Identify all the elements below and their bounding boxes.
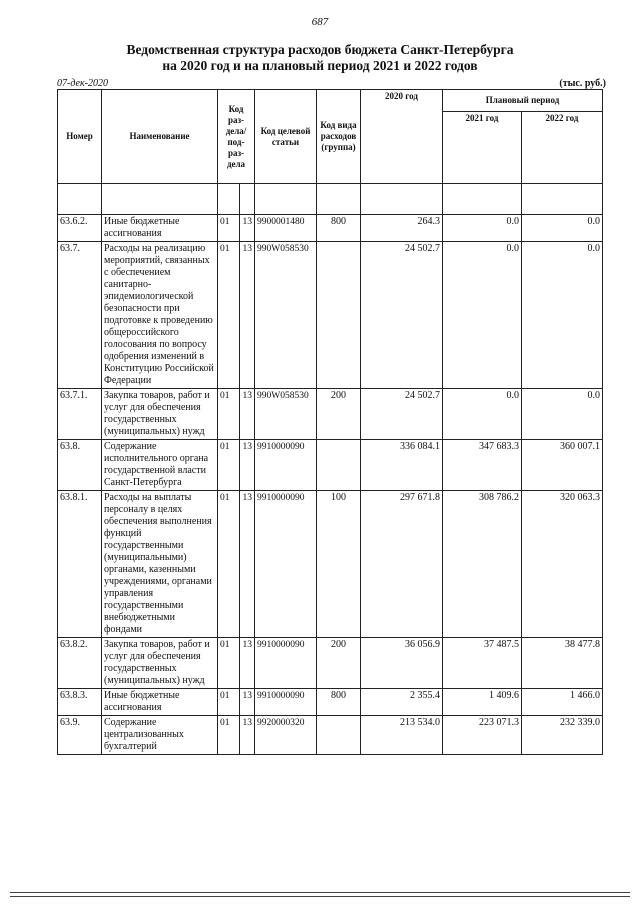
row-target-code: 9900001480 <box>255 215 317 242</box>
row-section: 01 <box>218 716 240 755</box>
header-2021: 2021 год <box>443 112 522 184</box>
table-row <box>58 491 603 638</box>
row-number: 63.8.1. <box>58 491 102 638</box>
bottom-rule-2 <box>10 896 630 897</box>
row-section: 01 <box>218 440 240 491</box>
row-amount-2020: 2 355.4 <box>361 689 443 716</box>
row-target-code: 9910000090 <box>255 440 317 491</box>
row-number: 63.8.3. <box>58 689 102 716</box>
row-expense-type: 100 <box>317 491 361 638</box>
row-name: Иные бюджетные ассигнования <box>102 215 218 242</box>
row-subsection: 13 <box>240 689 255 716</box>
units-label: (тыс. руб.) <box>559 78 606 89</box>
row-name: Содержание централизованных бухгалтерий <box>102 716 218 755</box>
row-amount-2022: 38 477.8 <box>522 638 603 689</box>
row-amount-2020: 24 502.7 <box>361 389 443 440</box>
row-expense-type: 800 <box>317 215 361 242</box>
row-section: 01 <box>218 242 240 389</box>
table-row <box>58 716 603 755</box>
table-body <box>58 184 603 755</box>
row-amount-2022: 0.0 <box>522 215 603 242</box>
row-amount-2020: 36 056.9 <box>361 638 443 689</box>
table-spacer-row <box>58 184 603 215</box>
bottom-rule <box>10 892 630 893</box>
row-section: 01 <box>218 689 240 716</box>
row-section: 01 <box>218 638 240 689</box>
row-expense-type: 200 <box>317 389 361 440</box>
row-subsection: 13 <box>240 215 255 242</box>
table-row <box>58 215 603 242</box>
row-name: Расходы на реализацию мероприятий, связанных с обеспечением санитарно-эпидемиологической безопасности при подготовке к проведению общероссийского голосования по вопросу одобрения изменений в Конституцию Российской Федерации <box>102 242 218 389</box>
row-amount-2021: 347 683.3 <box>443 440 522 491</box>
row-number: 63.9. <box>58 716 102 755</box>
table-row <box>58 440 603 491</box>
header-2022: 2022 год <box>522 112 603 184</box>
row-amount-2020: 264.3 <box>361 215 443 242</box>
row-target-code: 990W058530 <box>255 389 317 440</box>
row-subsection: 13 <box>240 638 255 689</box>
row-name: Закупка товаров, работ и услуг для обеспечения государственных (муниципальных) нужд <box>102 638 218 689</box>
row-amount-2021: 0.0 <box>443 242 522 389</box>
row-target-code: 9920000320 <box>255 716 317 755</box>
header-section-code: Код раз- дела/ под- раз- дела <box>218 90 255 184</box>
row-subsection: 13 <box>240 242 255 389</box>
row-name: Закупка товаров, работ и услуг для обеспечения государственных (муниципальных) нужд <box>102 389 218 440</box>
row-number: 63.7.1. <box>58 389 102 440</box>
row-amount-2021: 1 409.6 <box>443 689 522 716</box>
row-subsection: 13 <box>240 491 255 638</box>
row-amount-2020: 213 534.0 <box>361 716 443 755</box>
table-row <box>58 242 603 389</box>
row-number: 63.7. <box>58 242 102 389</box>
row-target-code: 990W058530 <box>255 242 317 389</box>
row-amount-2020: 297 671.8 <box>361 491 443 638</box>
row-amount-2021: 308 786.2 <box>443 491 522 638</box>
row-amount-2020: 336 084.1 <box>361 440 443 491</box>
row-amount-2021: 223 071.3 <box>443 716 522 755</box>
header-name: Наименование <box>102 90 218 184</box>
table-header <box>58 90 603 184</box>
row-amount-2022: 320 063.3 <box>522 491 603 638</box>
document-date: 07-дек-2020 <box>57 78 108 89</box>
row-expense-type <box>317 242 361 389</box>
header-expense-type-code: Код вида расходов (группа) <box>317 90 361 184</box>
row-subsection: 13 <box>240 440 255 491</box>
header-target-code: Код целевой статьи <box>255 90 317 184</box>
row-amount-2022: 360 007.1 <box>522 440 603 491</box>
header-number: Номер <box>58 90 102 184</box>
table-row <box>58 689 603 716</box>
row-subsection: 13 <box>240 389 255 440</box>
row-amount-2022: 0.0 <box>522 389 603 440</box>
row-name: Иные бюджетные ассигнования <box>102 689 218 716</box>
row-name: Содержание исполнительного органа государственной власти Санкт-Петербурга <box>102 440 218 491</box>
row-expense-type <box>317 716 361 755</box>
row-target-code: 9910000090 <box>255 689 317 716</box>
row-expense-type <box>317 440 361 491</box>
row-section: 01 <box>218 389 240 440</box>
page-number: 687 <box>311 16 329 28</box>
row-target-code: 9910000090 <box>255 638 317 689</box>
row-amount-2020: 24 502.7 <box>361 242 443 389</box>
row-amount-2022: 0.0 <box>522 242 603 389</box>
row-amount-2021: 0.0 <box>443 215 522 242</box>
title-line-1: Ведомственная структура расходов бюджета Санкт-Петербурга <box>126 42 514 57</box>
row-expense-type: 800 <box>317 689 361 716</box>
header-planned-period: Плановый период <box>443 90 603 112</box>
row-amount-2021: 0.0 <box>443 389 522 440</box>
row-name: Расходы на выплаты персоналу в целях обеспечения выполнения функций государственными (муниципальными) органами, казенными учреждениями, органами управления государственными внебюджетными фондами <box>102 491 218 638</box>
row-target-code: 9910000090 <box>255 491 317 638</box>
row-number: 63.8. <box>58 440 102 491</box>
row-subsection: 13 <box>240 716 255 755</box>
row-amount-2022: 232 339.0 <box>522 716 603 755</box>
row-expense-type: 200 <box>317 638 361 689</box>
table-row <box>58 638 603 689</box>
title-line-2: на 2020 год и на плановый период 2021 и 2022 годов <box>162 58 478 73</box>
row-section: 01 <box>218 215 240 242</box>
row-number: 63.6.2. <box>58 215 102 242</box>
budget-table <box>57 89 603 755</box>
row-number: 63.8.2. <box>58 638 102 689</box>
document-title <box>0 42 640 74</box>
row-section: 01 <box>218 491 240 638</box>
header-2020: 2020 год <box>361 90 443 184</box>
row-amount-2021: 37 487.5 <box>443 638 522 689</box>
table-row <box>58 389 603 440</box>
row-amount-2022: 1 466.0 <box>522 689 603 716</box>
